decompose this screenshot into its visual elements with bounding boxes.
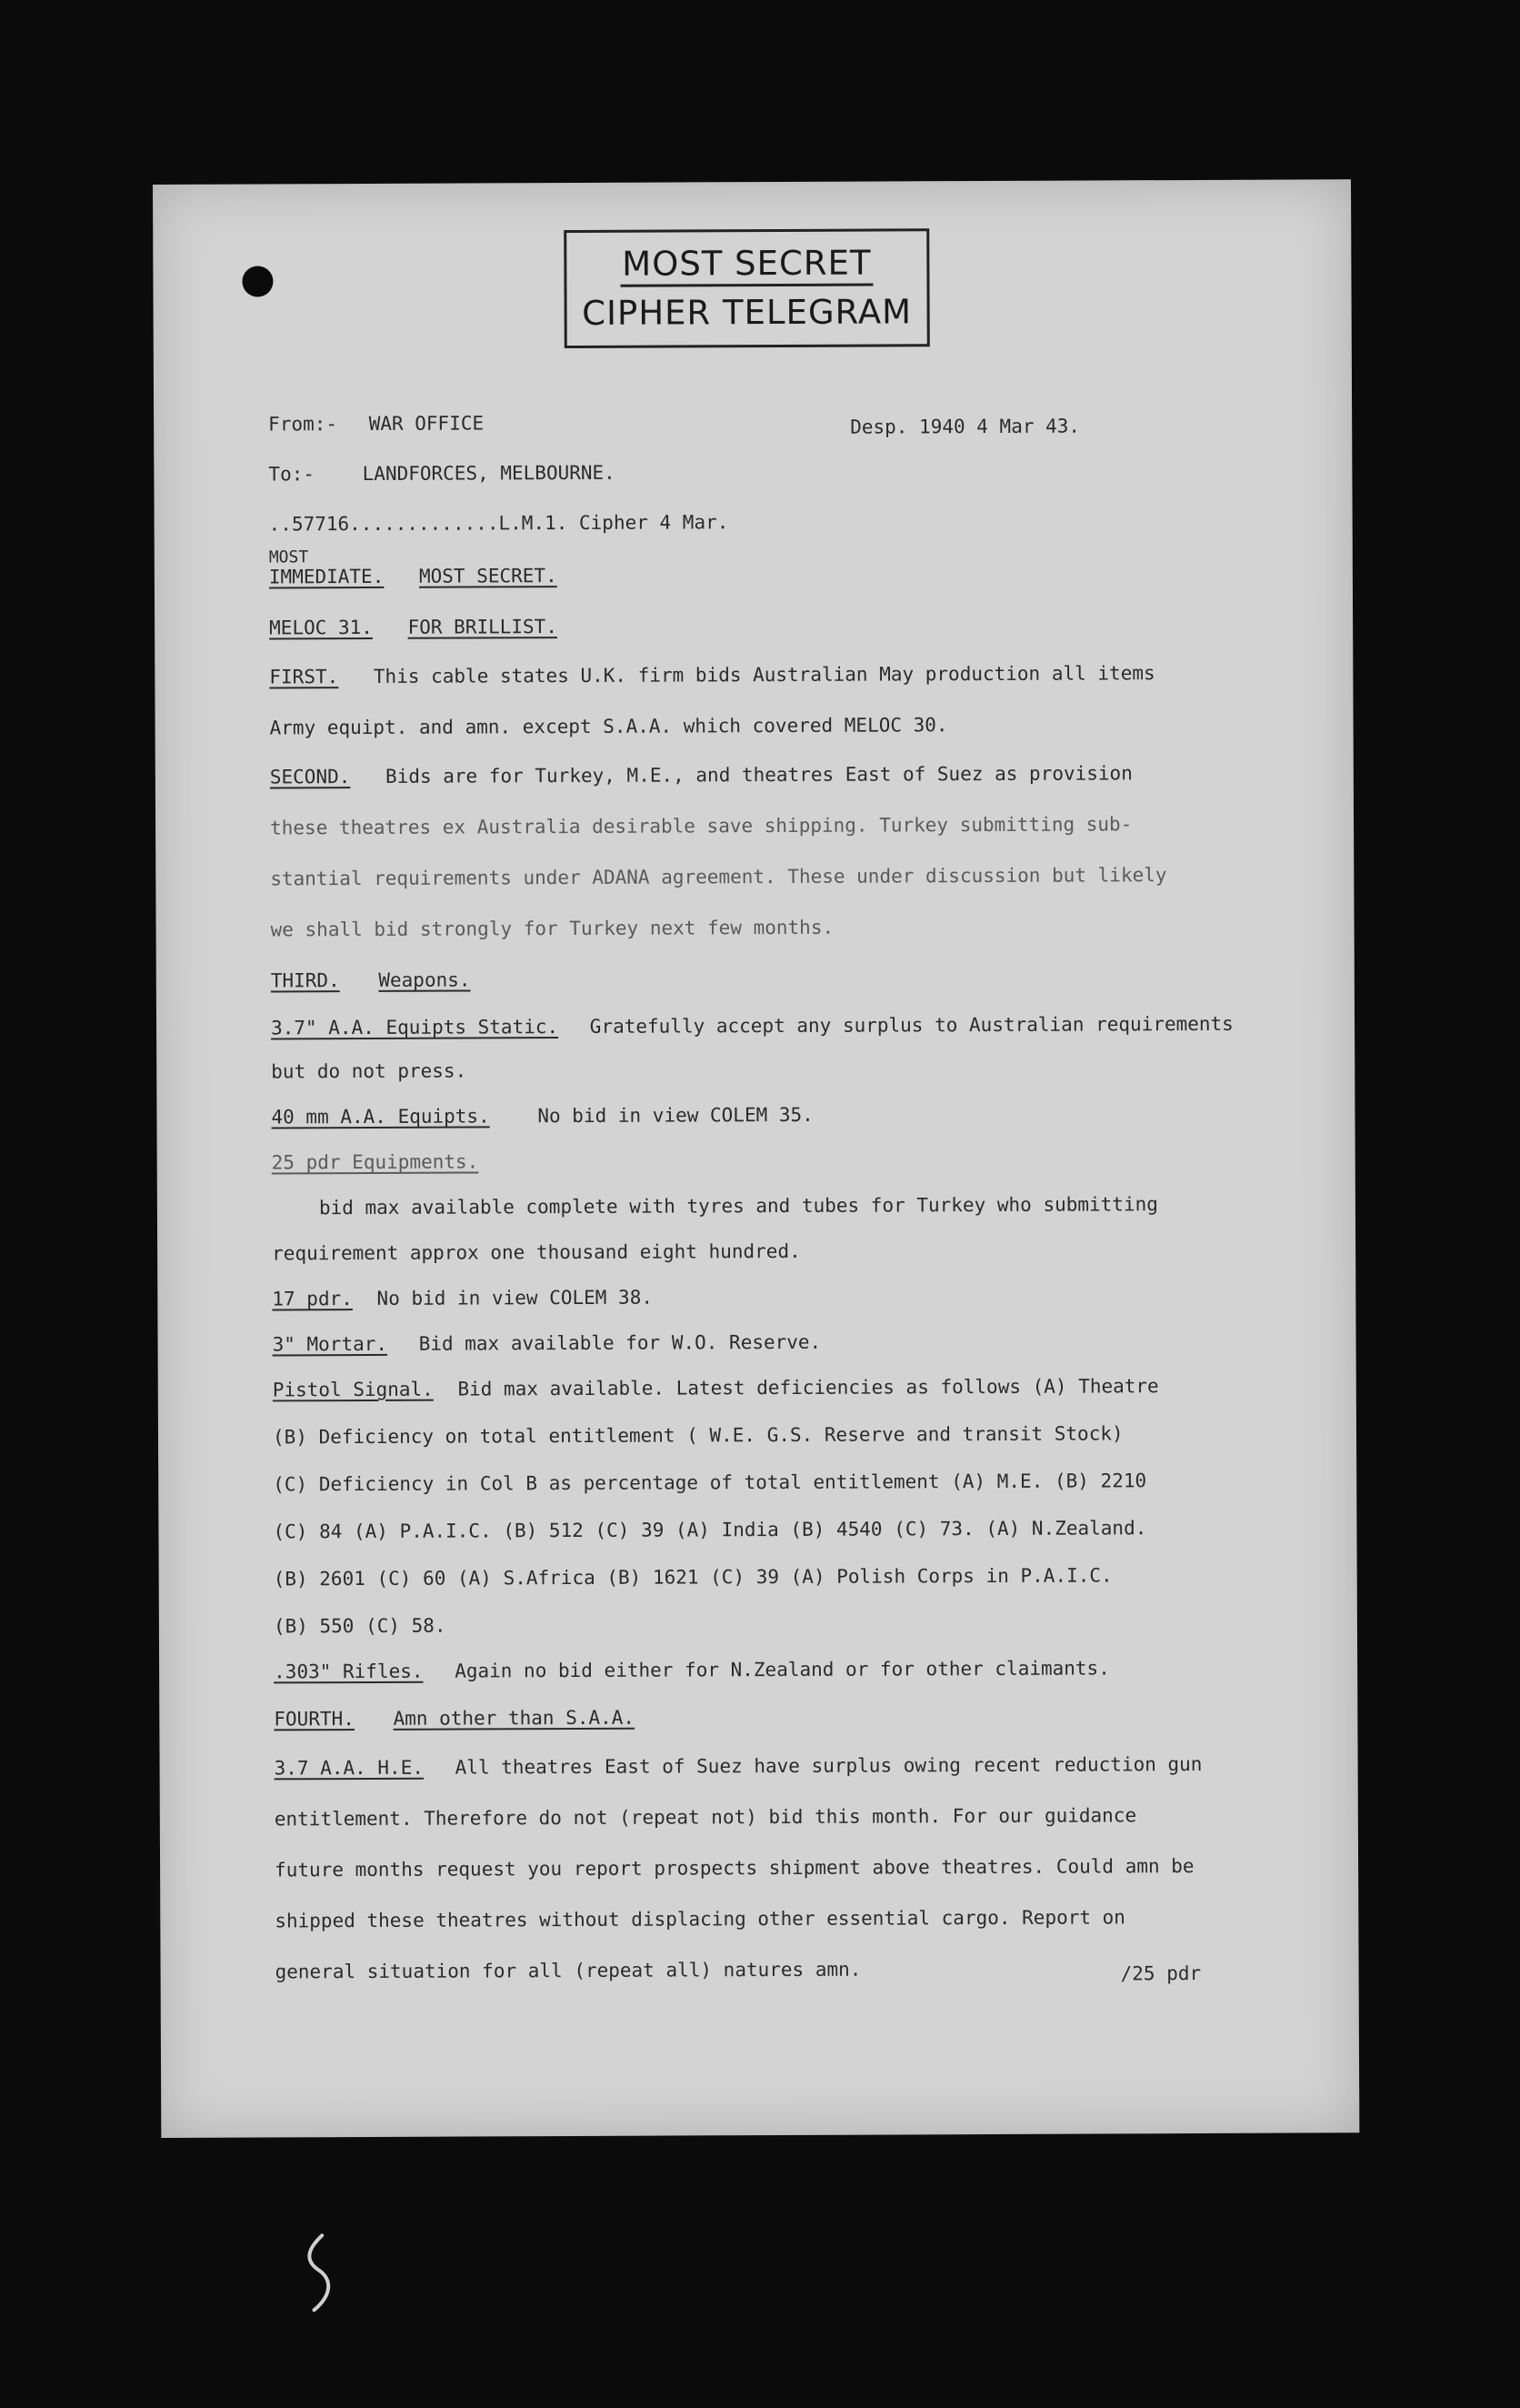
aa37-line-2: but do not press. [271,1059,467,1083]
aa37-text-1: Gratefully accept any surplus to Australian requirements [589,1012,1234,1038]
pistol-text-1: Bid max available. Latest deficiencies as follows (A) Theatre [457,1375,1159,1400]
second-line-2: these theatres ex Australia desirable save shipping. Turkey submitting sub- [270,813,1133,839]
pistol-line-5: (B) 2601 (C) 60 (A) S.Africa (B) 1621 (C) 39 (A) Polish Corps in P.A.I.C. [273,1564,1113,1590]
rifles-text: Again no bid either for N.Zealand or for other claimants. [455,1657,1110,1682]
mortar-label: 3" Mortar. [272,1332,388,1356]
subject-line [269,616,557,640]
first-line-2: Army equipt. and amn. except S.A.A. which covered MELOC 30. [269,714,948,739]
pdr17-label: 17 pdr. [272,1288,353,1310]
he-line-4: shipped these theatres without displacing other essential cargo. Report on [275,1906,1125,1932]
to-label: To:- [268,463,315,486]
mortar-line [273,1331,822,1357]
second-line-4: we shall bid strongly for Turkey next few months. [270,916,835,941]
aa40-text: No bid in view COLEM 35. [537,1103,814,1128]
continuation-marker: /25 pdr [1120,1962,1202,1985]
second-line-3: stantial requirements under ADANA agreement. These under discussion but likely [270,864,1167,890]
he-line-5: general situation for all (repeat all) natures amn. [275,1958,862,1983]
he-line-2: entitlement. Therefore do not (repeat not) bid this month. For our guidance [274,1804,1137,1831]
fourth-line [274,1707,635,1731]
pdr25-label-line [272,1150,479,1174]
header-cipher-telegram: CIPHER TELEGRAM [582,291,913,333]
third-line [271,968,471,992]
he-line-1 [275,1753,1203,1781]
punch-hole [242,266,273,296]
priority-immediate: IMMEDIATE. [268,565,385,588]
second-line-1 [270,762,1133,788]
classification-text: MOST SECRET. [418,565,557,587]
margin-pencil-mark [296,2231,344,2317]
pdr25-label: 25 pdr Equipments. [271,1150,479,1174]
telegram-page [153,179,1359,2138]
pistol-label: Pistol Signal. [272,1378,434,1401]
pistol-line-6: (B) 550 (C) 58. [273,1614,446,1638]
pdr17-text: No bid in view COLEM 38. [376,1286,654,1309]
to-value: LANDFORCES, MELBOURNE. [362,461,615,485]
he-text-1: All theatres East of Suez have surplus owing recent reduction gun [455,1752,1203,1779]
rifles-label: .303" Rifles. [274,1660,424,1683]
fourth-label: FOURTH. [274,1708,355,1731]
pencil-stroke-icon [296,2231,344,2317]
third-label: THIRD. [270,969,340,992]
third-title: Weapons. [378,968,471,991]
first-line-1 [269,662,1155,688]
aa37-label: 3.7" A.A. Equipts Static. [270,1016,559,1039]
mortar-text: Bid max available for W.O. Reserve. [418,1330,822,1355]
first-label: FIRST. [269,666,339,688]
aa40-label: 40 mm A.A. Equipts. [271,1105,490,1129]
pistol-line-3: (C) Deficiency in Col B as percentage of total entitlement (A) M.E. (B) 2210 [273,1470,1147,1496]
from-label: From:- [268,413,338,436]
pdr17-line [272,1287,653,1311]
fourth-title: Amn other than S.A.A. [393,1706,635,1730]
first-text-1: This cable states U.K. firm bids Australian May production all items [373,662,1155,687]
to-line [268,462,615,487]
aa40-line [271,1104,813,1129]
aa37-line-1 [271,1013,1234,1040]
pistol-line-1 [273,1375,1159,1401]
telegram-body [268,408,1305,1985]
for-brillist: FOR BRILLIST. [407,616,558,638]
pdr25-line-1: bid max available complete with tyres and tubes for Turkey who submitting [318,1193,1158,1219]
despatch-time: Desp. 1940 4 Mar 43. [850,415,1081,438]
reference-line: ..57716.............L.M.1. Cipher 4 Mar. [268,511,729,536]
header-most-secret: MOST SECRET [620,246,873,286]
he-label: 3.7 A.A. H.E. [274,1756,425,1780]
from-line [268,412,484,436]
pdr25-line-2: requirement approx one thousand eight hundred. [272,1239,801,1265]
pistol-line-4: (C) 84 (A) P.A.I.C. (B) 512 (C) 39 (A) India (B) 4540 (C) 73. (A) N.Zealand. [273,1517,1147,1543]
he-line-3: future months request you report prospects shipment above theatres. Could amn be [275,1855,1195,1881]
pistol-line-2: (B) Deficiency on total entitlement ( W.E. G.S. Reserve and transit Stock) [272,1422,1124,1449]
priority-most: MOST [268,547,309,567]
from-value: WAR OFFICE [368,412,485,435]
second-text-1: Bids are for Turkey, M.E., and theatres East of Suez as provision [385,762,1133,788]
rifles-line [274,1657,1110,1683]
classification-header-box [564,228,930,348]
second-label: SECOND. [269,766,351,788]
meloc-ref: MELOC 31. [269,616,373,639]
priority-line [269,565,557,589]
